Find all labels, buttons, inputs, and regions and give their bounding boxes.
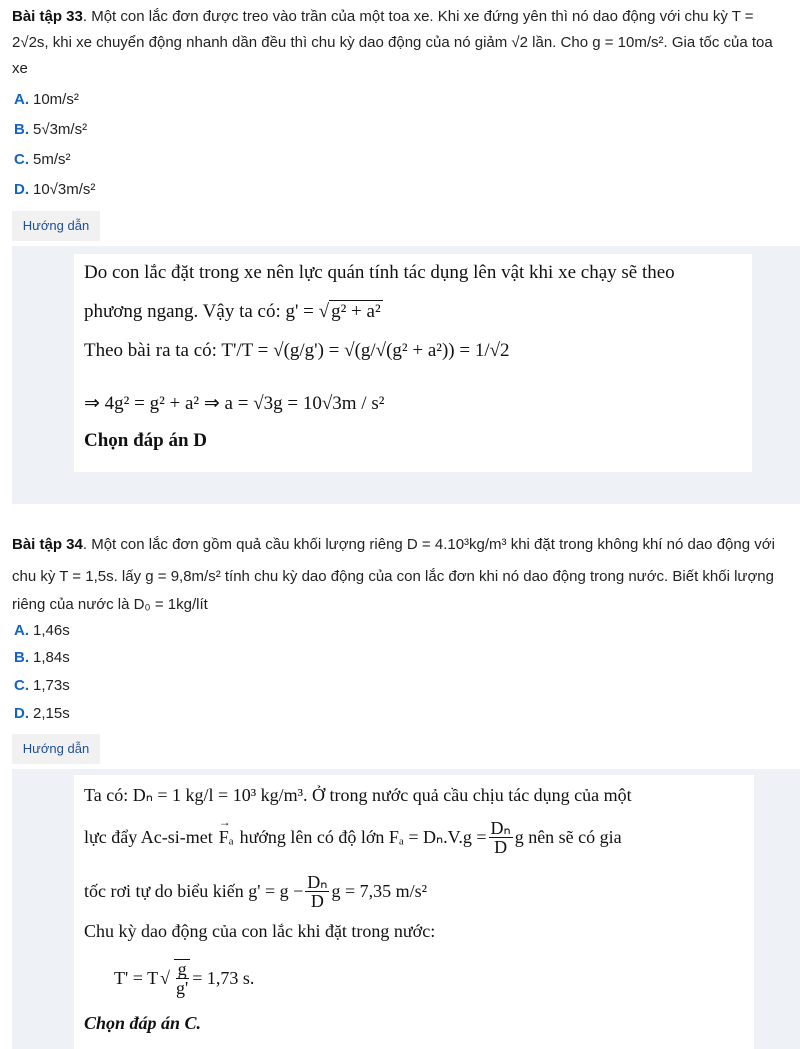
- option-letter: D.: [14, 705, 29, 722]
- q34-solution-image: [74, 775, 754, 1049]
- q33-sol-equation: T'/T = √(g/g') = √(g/√(g² + a²)) = 1/√2: [221, 340, 510, 361]
- option-text: 1,73s: [33, 677, 70, 694]
- q34-option-a[interactable]: [14, 621, 70, 641]
- q34-option-b[interactable]: [14, 648, 70, 668]
- question-34-text: [12, 532, 800, 618]
- q33-sol-line2-text: phương ngang. Vậy ta có: g' =: [84, 301, 314, 322]
- q34-sol-line3: [84, 873, 427, 910]
- q33-guide-button[interactable]: Hướng dẫn: [12, 211, 100, 241]
- q33-option-a[interactable]: [14, 90, 79, 110]
- option-letter: D.: [14, 181, 29, 198]
- q33-sol-line3-text: Theo bài ra ta có:: [84, 340, 217, 361]
- option-text: 5m/s²: [33, 151, 71, 168]
- option-letter: A.: [14, 91, 29, 108]
- option-letter: B.: [14, 649, 29, 666]
- q34-sol-line4: Chu kỳ dao động của con lắc khi đặt trong nước:: [84, 921, 436, 941]
- q34-guide-button[interactable]: Hướng dẫn: [12, 734, 100, 764]
- q33-sol-radicand: g² + a²: [331, 301, 381, 322]
- question-34-label: Bài tập 34: [12, 536, 83, 553]
- question-34-line2: chu kỳ T = 1,5s. lấy g = 9,8m/s² tính chu kỳ dao động của con lắc đơn khi nó dao động trong nước. Biết khối lượng: [12, 568, 774, 585]
- q33-option-b[interactable]: [14, 120, 87, 140]
- question-34-line3: riêng của nước là D₀ = 1kg/lít: [12, 596, 208, 613]
- q34-sol-line2-mid: hướng lên có độ lớn Fₐ = Dₙ.V.g =: [239, 827, 487, 847]
- q34-sol-line2-text: lực đẩy Ac-si-met: [84, 827, 213, 847]
- density-fraction: [489, 819, 513, 856]
- option-letter: A.: [14, 622, 29, 639]
- q33-option-c[interactable]: [14, 150, 71, 170]
- q33-sol-line2: phương ngang. Vậy ta có: g' = √ g² + a²: [84, 301, 381, 322]
- q34-sol-line5: T' = T √ $\frac{g}{g'}$ = 1,73 s.: [114, 959, 255, 998]
- g-ratio-fraction: $\frac{g}{g'}$: [175, 959, 189, 998]
- question-33-text: [12, 4, 800, 82]
- option-text: 10√3m/s²: [33, 181, 96, 198]
- option-letter: C.: [14, 677, 29, 694]
- vector-arrow-icon: →: [218, 815, 231, 829]
- option-letter: B.: [14, 121, 29, 138]
- question-33-line1: . Một con lắc đơn được treo vào trần của một toa xe. Khi xe đứng yên thì nó dao động với chu kỳ T =: [82, 8, 754, 25]
- q34-option-c[interactable]: [14, 676, 70, 696]
- vector-label: Fₐ: [218, 827, 234, 847]
- option-text: 10m/s²: [33, 91, 79, 108]
- question-33-line3: xe: [12, 60, 28, 77]
- option-text: 1,84s: [33, 649, 70, 666]
- option-text: 2,15s: [33, 705, 70, 722]
- q33-sol-line1: Do con lắc đặt trong xe nên lực quán tính tác dụng lên vật khi xe chạy sẽ theo: [84, 262, 675, 283]
- q34-solution-panel: [12, 769, 800, 1049]
- q34-sol-line2: [84, 815, 622, 857]
- option-letter: C.: [14, 151, 29, 168]
- q34-sol-line1: Ta có: Dₙ = 1 kg/l = 10³ kg/m³. Ở trong nước quả cầu chịu tác dụng của một: [84, 785, 632, 805]
- fraction-denominator: D: [310, 891, 324, 911]
- archimedes-force-vector: [218, 815, 234, 848]
- fraction-numerator: Dₙ: [490, 818, 511, 838]
- question-34-line1: . Một con lắc đơn gồm quả cầu khối lượng riêng D = 4.10³kg/m³ khi đặt trong không khí nó dao động với: [82, 536, 775, 553]
- q34-option-d[interactable]: [14, 704, 70, 724]
- q33-sol-line4: ⇒ 4g² = g² + a² ⇒ a = √3g = 10√3m / s²: [84, 393, 385, 414]
- q33-sol-answer: Chọn đáp án D: [84, 430, 208, 451]
- q33-sol-line3: [84, 340, 510, 362]
- q34-sol-line5-end: = 1,73 s.: [192, 967, 255, 988]
- q33-solution-panel: [12, 246, 800, 504]
- q33-option-d[interactable]: [14, 180, 95, 200]
- q34-sol-line3-text: tốc rơi tự do biểu kiến g' = g −: [84, 881, 304, 901]
- q34-sol-answer: Chọn đáp án C.: [84, 1013, 202, 1033]
- q34-sol-line2-end: g nên sẽ có gia: [514, 827, 622, 847]
- q34-sol-line5-text: T' = T: [114, 967, 159, 988]
- q34-sol-line3-end: g = 7,35 m/s²: [331, 881, 428, 901]
- q33-solution-image: [74, 254, 752, 472]
- fraction-numerator: Dₙ: [307, 872, 328, 892]
- question-33-label: Bài tập 33: [12, 8, 83, 25]
- question-33-line2: 2√2s, khi xe chuyển động nhanh dần đều thì chu kỳ dao động của nó giảm √2 lần. Cho g = 10m/s². Gia tốc của toa: [12, 34, 773, 51]
- option-text: 1,46s: [33, 622, 70, 639]
- density-fraction: [305, 873, 329, 910]
- option-text: 5√3m/s²: [33, 121, 88, 138]
- fraction-denominator: D: [494, 837, 508, 857]
